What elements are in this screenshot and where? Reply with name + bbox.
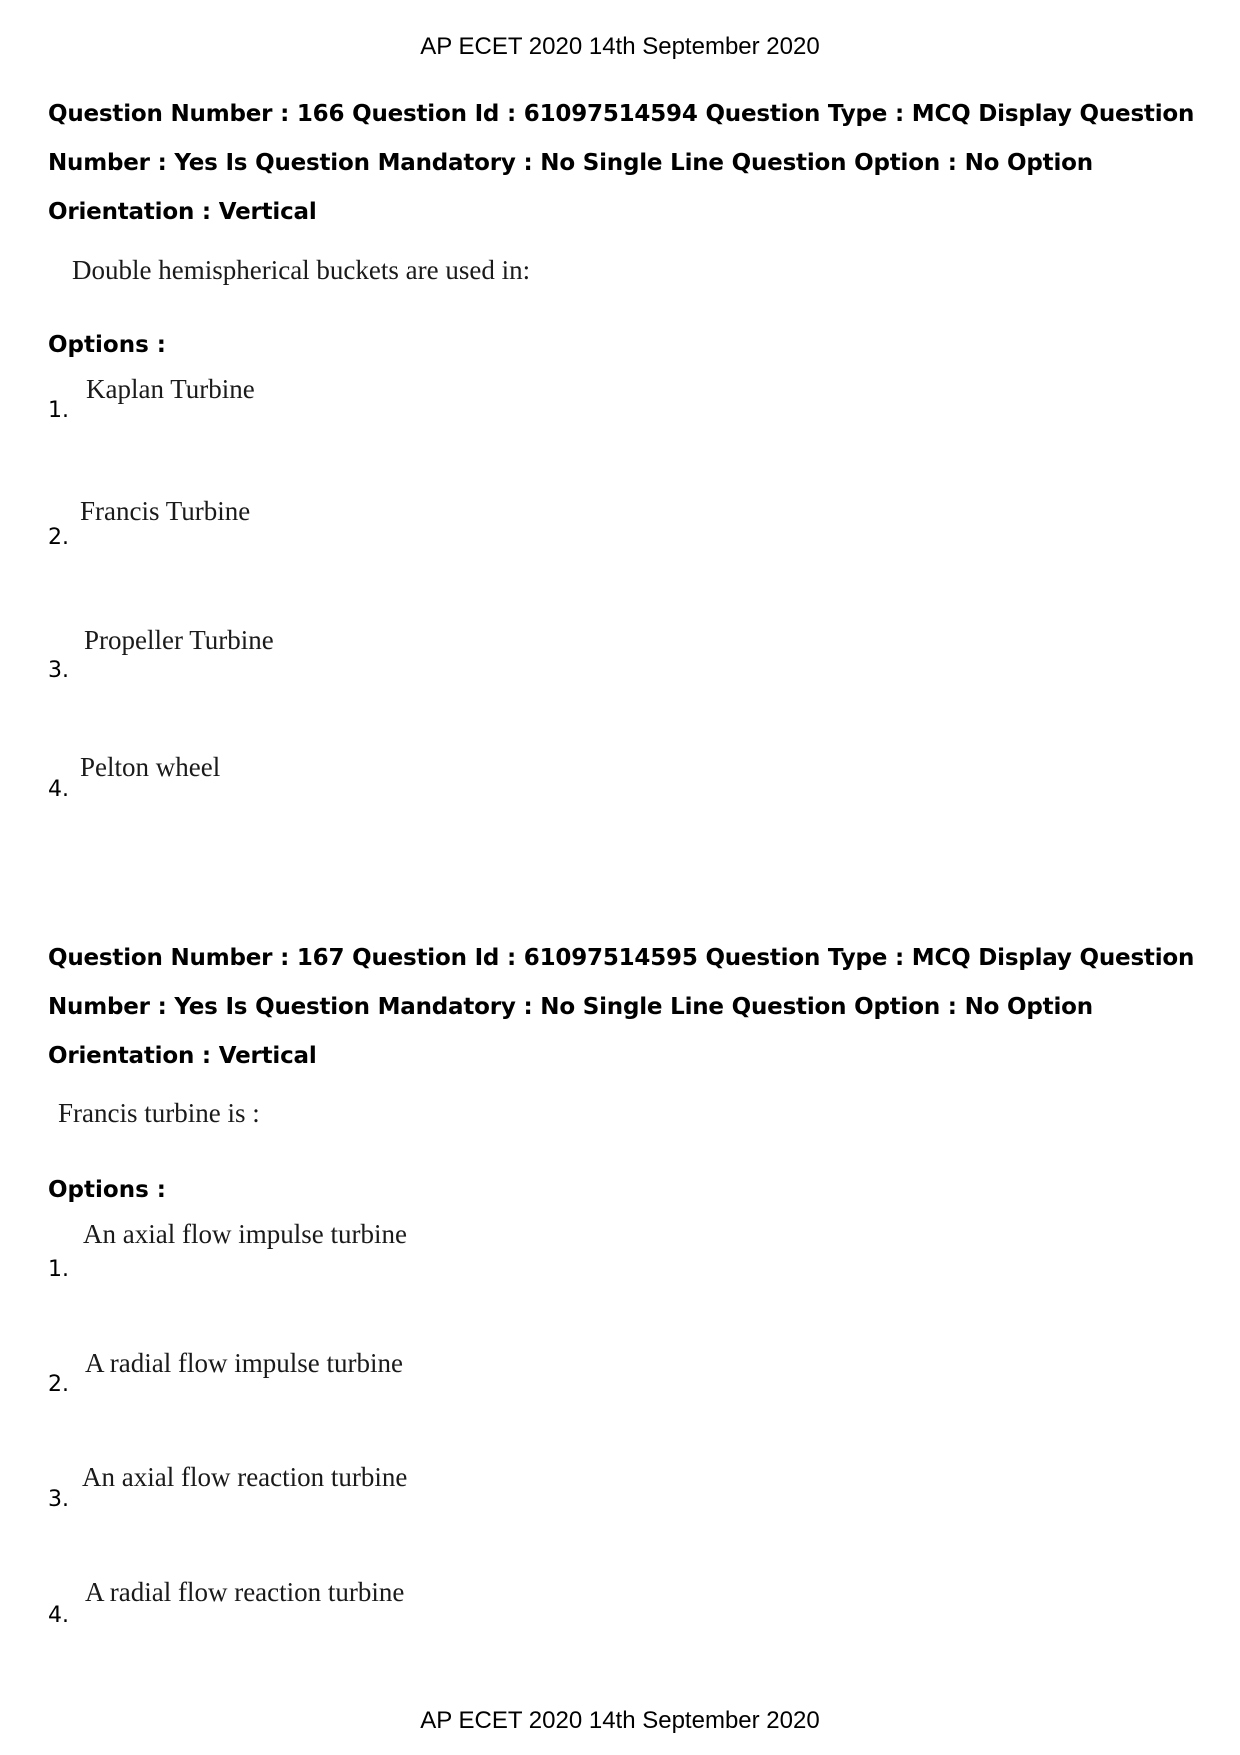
option-text[interactable]: Kaplan Turbine [86, 374, 255, 404]
question-meta-line: Question Number : 166 Question Id : 61097514594 Question Type : MCQ Display Question [48, 101, 1195, 127]
options-heading: Options : [48, 1177, 166, 1203]
option-number: 4. [48, 1603, 69, 1628]
option-text[interactable]: A radial flow reaction turbine [85, 1577, 405, 1607]
question-meta-line: Orientation : Vertical [48, 199, 317, 225]
options-heading: Options : [48, 332, 166, 358]
option-number: 3. [48, 1487, 69, 1512]
question-meta [48, 934, 1208, 1081]
option-text[interactable]: A radial flow impulse turbine [85, 1348, 403, 1378]
question-meta [48, 90, 1208, 237]
question-meta-line: Number : Yes Is Question Mandatory : No Single Line Question Option : No Option [48, 150, 1093, 176]
option-text[interactable]: Francis Turbine [80, 496, 251, 526]
question-meta-line: Number : Yes Is Question Mandatory : No Single Line Question Option : No Option [48, 994, 1093, 1020]
option-text[interactable]: Propeller Turbine [84, 625, 274, 655]
option-text[interactable]: An axial flow reaction turbine [82, 1462, 408, 1492]
option-number: 3. [48, 658, 69, 683]
question-meta-line: Question Number : 167 Question Id : 61097514595 Question Type : MCQ Display Question [48, 945, 1195, 971]
question-meta-line: Orientation : Vertical [48, 1043, 317, 1069]
option-number: 2. [48, 1372, 69, 1397]
option-number: 1. [48, 398, 69, 423]
option-number: 1. [48, 1257, 69, 1282]
question-text: Francis turbine is : [58, 1098, 260, 1128]
option-number: 2. [48, 525, 69, 550]
option-text[interactable]: An axial flow impulse turbine [83, 1219, 407, 1249]
option-text[interactable]: Pelton wheel [80, 752, 221, 782]
question-text: Double hemispherical buckets are used in: [72, 255, 531, 285]
page-footer: AP ECET 2020 14th September 2020 [420, 1707, 820, 1734]
page-header: AP ECET 2020 14th September 2020 [420, 33, 820, 60]
option-number: 4. [48, 777, 69, 802]
